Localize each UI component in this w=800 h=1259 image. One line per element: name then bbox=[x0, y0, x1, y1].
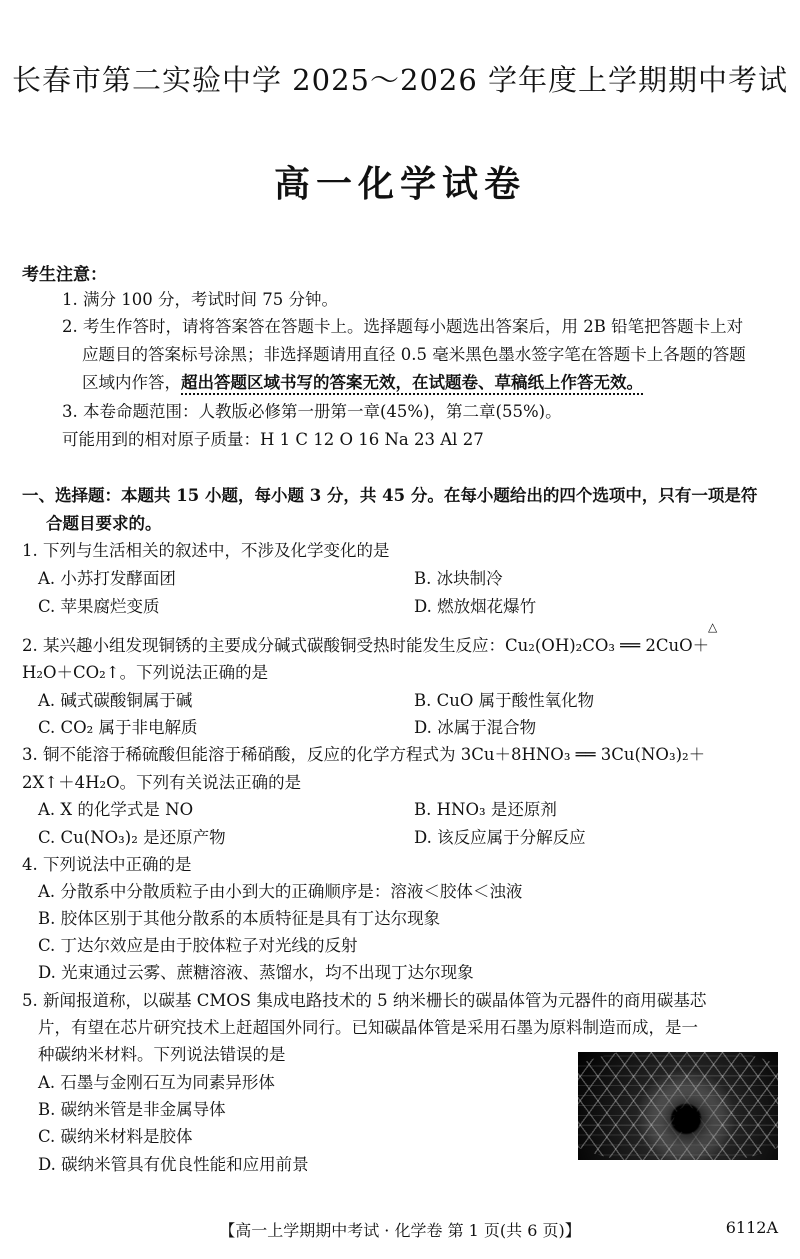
nanotube-opening bbox=[674, 1107, 700, 1133]
notice-item-1: 1. 满分 100 分，考试时间 75 分钟。 bbox=[62, 290, 338, 309]
q2-stem-cont: H₂O＋CO₂↑。下列说法正确的是 bbox=[22, 663, 269, 682]
q4-option-c: C. 丁达尔效应是由于胶体粒子对光线的反射 bbox=[38, 936, 358, 955]
page-footer: 【高一上学期期中考试 · 化学卷 第 1 页(共 6 页)】 bbox=[219, 1221, 581, 1240]
q1-option-c: C. 苹果腐烂变质 bbox=[38, 597, 160, 616]
q3-option-d: D. 该反应属于分解反应 bbox=[414, 828, 586, 847]
notice-heading: 考生注意： bbox=[22, 265, 107, 285]
notice-warning: 超出答题区域书写的答案无效，在试题卷、草稿纸上作答无效。 bbox=[181, 373, 643, 392]
notice-item-2-end bbox=[82, 369, 643, 396]
q3-stem: 3. 铜不能溶于稀硫酸但能溶于稀硝酸，反应的化学方程式为 3Cu＋8HNO₃ ══ 3Cu(NO₃)₂＋ bbox=[22, 745, 706, 764]
q2-stem: 2. 某兴趣小组发现铜锈的主要成分碱式碳酸铜受热时能发生反应：Cu₂(OH)₂CO₃ ══ 2CuO＋ bbox=[22, 636, 710, 655]
q4-stem: 4. 下列说法中正确的是 bbox=[22, 855, 192, 874]
q3-option-b: B. HNO₃ 是还原剂 bbox=[414, 800, 557, 819]
q5-stem: 5. 新闻报道称，以碳基 CMOS 集成电路技术的 5 纳米栅长的碳晶体管为元器件的商用碳基芯 bbox=[22, 991, 707, 1010]
section-heading: 一、选择题：本题共 15 小题，每小题 3 分，共 45 分。在每小题给出的四个选项中，只有一项是符 bbox=[22, 486, 758, 505]
q3-option-c: C. Cu(NO₃)₂ 是还原产物 bbox=[38, 828, 226, 847]
paper-code: 6112A bbox=[725, 1218, 778, 1237]
q1-stem: 1. 下列与生活相关的叙述中，不涉及化学变化的是 bbox=[22, 541, 390, 560]
section-heading-cont: 合题目要求的。 bbox=[46, 514, 162, 533]
notice-item-2-cont: 应题目的答案标号涂黑；非选择题请用直径 0.5 毫米黑色墨水签字笔在答题卡上各题的答题 bbox=[82, 345, 746, 364]
q3-stem-cont: 2X↑＋4H₂O。下列有关说法正确的是 bbox=[22, 773, 302, 792]
q2-heat-symbol: △ bbox=[708, 620, 718, 634]
nanotube-lattice bbox=[578, 1052, 778, 1160]
q4-option-a: A. 分散系中分散质粒子由小到大的正确顺序是：溶液＜胶体＜浊液 bbox=[38, 882, 523, 901]
q5-option-a: A. 石墨与金刚石互为同素异形体 bbox=[38, 1073, 275, 1092]
q3-option-a: A. X 的化学式是 NO bbox=[38, 800, 194, 819]
carbon-nanotube-image bbox=[578, 1052, 778, 1160]
q5-option-c: C. 碳纳米材料是胶体 bbox=[38, 1127, 193, 1146]
q1-option-b: B. 冰块制冷 bbox=[414, 569, 503, 588]
q2-option-b: B. CuO 属于酸性氧化物 bbox=[414, 691, 595, 710]
notice-item-2-prefix: 区域内作答， bbox=[82, 373, 181, 392]
q2-option-d: D. 冰属于混合物 bbox=[414, 718, 537, 737]
q5-stem-end: 种碳纳米材料。下列说法错误的是 bbox=[38, 1045, 286, 1064]
exam-paper-title: 高一化学试卷 bbox=[273, 163, 526, 205]
q5-option-b: B. 碳纳米管是非金属导体 bbox=[38, 1100, 226, 1119]
q2-option-a: A. 碱式碳酸铜属于碱 bbox=[38, 691, 193, 710]
q4-option-d: D. 光束通过云雾、蔗糖溶液、蒸馏水，均不出现丁达尔现象 bbox=[38, 963, 474, 982]
q4-option-b: B. 胶体区别于其他分散系的本质特征是具有丁达尔现象 bbox=[38, 909, 441, 928]
notice-item-2: 2. 考生作答时，请将答案答在答题卡上。选择题每小题选出答案后，用 2B 铅笔把答题卡上对 bbox=[62, 317, 744, 336]
q5-stem-cont: 片，有望在芯片研究技术上赶超国外同行。已知碳晶体管是采用石墨为原料制造而成，是一 bbox=[38, 1018, 698, 1037]
atomic-masses: 可能用到的相对原子质量：H 1 C 12 O 16 Na 23 Al 27 bbox=[62, 430, 484, 449]
school-exam-title: 长春市第二实验中学 2025～2026 学年度上学期期中考试 bbox=[11, 63, 789, 97]
q2-option-c: C. CO₂ 属于非电解质 bbox=[38, 718, 198, 737]
q5-option-d: D. 碳纳米管具有优良性能和应用前景 bbox=[38, 1155, 309, 1174]
notice-item-3: 3. 本卷命题范围：人教版必修第一册第一章(45%)，第二章(55%)。 bbox=[62, 402, 562, 421]
q1-option-a: A. 小苏打发酵面团 bbox=[38, 569, 176, 588]
q1-option-d: D. 燃放烟花爆竹 bbox=[414, 597, 537, 616]
